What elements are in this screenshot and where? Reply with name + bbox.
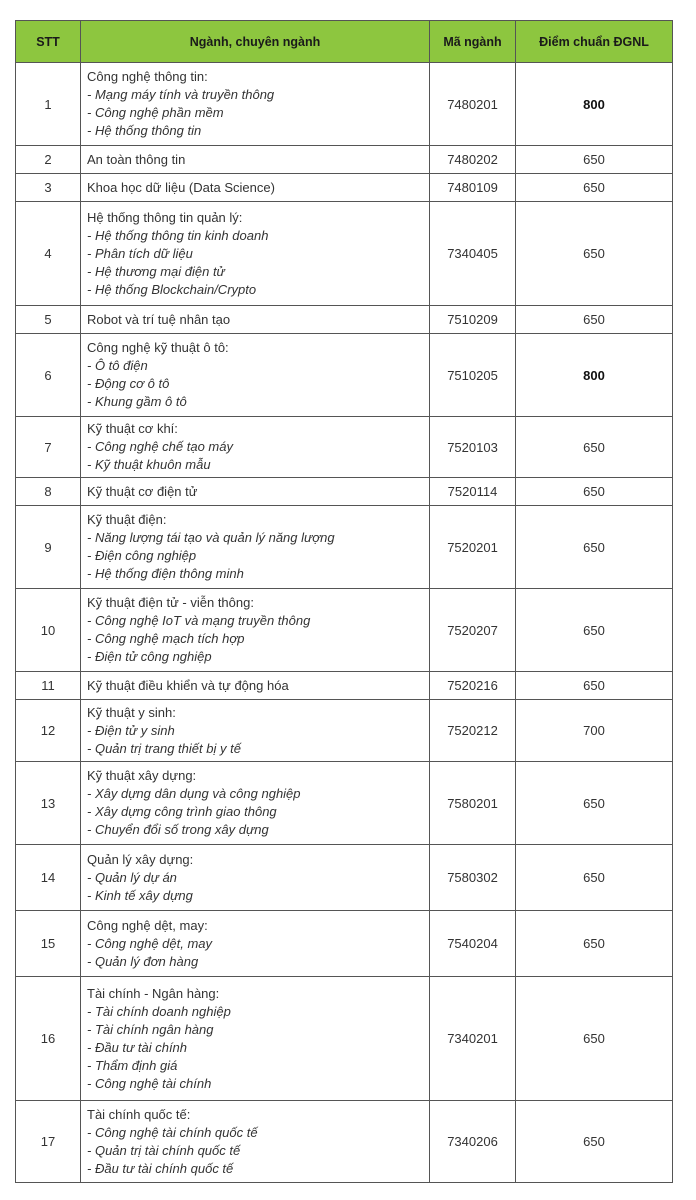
specialization-item: - Xây dựng công trình giao thông xyxy=(87,803,425,821)
cell-stt: 3 xyxy=(16,174,81,202)
specialization-item: - Công nghệ tài chính xyxy=(87,1075,425,1093)
specialization-item: - Xây dựng dân dụng và công nghiệp xyxy=(87,785,425,803)
cell-score: 650 xyxy=(516,306,673,334)
cell-score: 650 xyxy=(516,1101,673,1183)
major-title: Quản lý xây dựng: xyxy=(87,851,194,867)
specialization-item: - Công nghệ tài chính quốc tế xyxy=(87,1124,425,1142)
cell-code: 7480109 xyxy=(430,174,516,202)
cell-code: 7520201 xyxy=(430,506,516,589)
cell-stt: 1 xyxy=(16,63,81,146)
header-row xyxy=(16,21,673,63)
cell-code: 7480202 xyxy=(430,146,516,174)
cell-major xyxy=(81,1101,430,1183)
cell-major xyxy=(81,911,430,977)
specialization-item: - Công nghệ IoT và mạng truyền thông xyxy=(87,612,425,630)
cell-score: 800 xyxy=(516,63,673,146)
major-title: Công nghệ dệt, may: xyxy=(87,917,208,933)
major-title: Tài chính - Ngân hàng: xyxy=(87,985,220,1001)
cell-code: 7510205 xyxy=(430,334,516,417)
specialization-item: - Quản trị trang thiết bị y tế xyxy=(87,740,425,758)
cell-score: 650 xyxy=(516,146,673,174)
cell-major xyxy=(81,478,430,506)
major-title: Robot và trí tuệ nhân tạo xyxy=(87,311,231,327)
cell-code: 7540204 xyxy=(430,911,516,977)
specialization-item: - Chuyển đổi số trong xây dựng xyxy=(87,821,425,839)
table-row xyxy=(16,506,673,589)
specialization-item: - Hệ thống Blockchain/Crypto xyxy=(87,281,425,299)
specialization-item: - Điện công nghiệp xyxy=(87,547,425,565)
cell-stt: 17 xyxy=(16,1101,81,1183)
specialization-item: - Hệ thống thông tin xyxy=(87,122,425,140)
specialization-item: - Đầu tư tài chính xyxy=(87,1039,425,1057)
cell-stt: 11 xyxy=(16,672,81,700)
table-row xyxy=(16,146,673,174)
specialization-item: - Khung gầm ô tô xyxy=(87,393,425,411)
table-row xyxy=(16,845,673,911)
cell-score: 650 xyxy=(516,174,673,202)
header-stt: STT xyxy=(16,21,81,63)
cell-major xyxy=(81,202,430,306)
specialization-item: - Kỹ thuật khuôn mẫu xyxy=(87,456,425,474)
cell-code: 7520207 xyxy=(430,589,516,672)
specialization-list xyxy=(87,438,425,474)
admission-score-table xyxy=(15,20,673,1183)
cell-score: 650 xyxy=(516,202,673,306)
cell-major xyxy=(81,762,430,845)
specialization-item: - Tài chính ngân hàng xyxy=(87,1021,425,1039)
specialization-item: - Hệ thống điện thông minh xyxy=(87,565,425,583)
admission-score-table-container xyxy=(15,20,672,1183)
specialization-list xyxy=(87,1124,425,1178)
specialization-item: - Phân tích dữ liệu xyxy=(87,245,425,263)
cell-major xyxy=(81,589,430,672)
major-title: Hệ thống thông tin quản lý: xyxy=(87,209,243,225)
cell-major xyxy=(81,417,430,478)
specialization-item: - Hệ thương mại điện tử xyxy=(87,263,425,281)
cell-score: 650 xyxy=(516,417,673,478)
cell-major xyxy=(81,700,430,762)
major-title: Tài chính quốc tế: xyxy=(87,1106,191,1122)
cell-score: 650 xyxy=(516,762,673,845)
specialization-item: - Năng lượng tái tạo và quản lý năng lượng xyxy=(87,529,425,547)
cell-stt: 15 xyxy=(16,911,81,977)
major-title: Công nghệ kỹ thuật ô tô: xyxy=(87,340,229,355)
specialization-list xyxy=(87,357,425,411)
major-title: Công nghệ thông tin: xyxy=(87,69,208,84)
cell-stt: 5 xyxy=(16,306,81,334)
table-row xyxy=(16,589,673,672)
cell-stt: 12 xyxy=(16,700,81,762)
specialization-list xyxy=(87,722,425,758)
cell-score: 650 xyxy=(516,589,673,672)
cell-code: 7520216 xyxy=(430,672,516,700)
major-title: An toàn thông tin xyxy=(87,151,186,167)
cell-code: 7580302 xyxy=(430,845,516,911)
specialization-item: - Quản lý dự án xyxy=(87,869,425,887)
header-major: Ngành, chuyên ngành xyxy=(81,21,430,63)
cell-score: 700 xyxy=(516,700,673,762)
cell-stt: 13 xyxy=(16,762,81,845)
table-row xyxy=(16,672,673,700)
major-title: Kỹ thuật điện tử - viễn thông: xyxy=(87,595,254,610)
cell-stt: 16 xyxy=(16,977,81,1101)
table-row xyxy=(16,478,673,506)
cell-code: 7340206 xyxy=(430,1101,516,1183)
cell-score: 650 xyxy=(516,506,673,589)
cell-code: 7520212 xyxy=(430,700,516,762)
cell-code: 7340405 xyxy=(430,202,516,306)
cell-major xyxy=(81,306,430,334)
specialization-item: - Kinh tế xây dựng xyxy=(87,887,425,905)
cell-stt: 8 xyxy=(16,478,81,506)
specialization-item: - Động cơ ô tô xyxy=(87,375,425,393)
specialization-item: - Thẩm định giá xyxy=(87,1057,425,1075)
major-title: Khoa học dữ liệu (Data Science) xyxy=(87,179,275,195)
cell-score: 800 xyxy=(516,334,673,417)
table-row xyxy=(16,174,673,202)
specialization-item: - Quản trị tài chính quốc tế xyxy=(87,1142,425,1160)
specialization-item: - Ô tô điện xyxy=(87,357,425,375)
cell-score: 650 xyxy=(516,977,673,1101)
table-row xyxy=(16,700,673,762)
cell-major xyxy=(81,672,430,700)
table-body xyxy=(16,63,673,1183)
table-header xyxy=(16,21,673,63)
specialization-item: - Điện tử công nghiệp xyxy=(87,648,425,666)
cell-stt: 14 xyxy=(16,845,81,911)
table-row xyxy=(16,911,673,977)
table-row xyxy=(16,1101,673,1183)
specialization-item: - Công nghệ chế tạo máy xyxy=(87,438,425,456)
cell-major xyxy=(81,146,430,174)
cell-major xyxy=(81,174,430,202)
cell-score: 650 xyxy=(516,911,673,977)
cell-score: 650 xyxy=(516,845,673,911)
major-title: Kỹ thuật điều khiển và tự động hóa xyxy=(87,677,289,693)
cell-score: 650 xyxy=(516,672,673,700)
table-row xyxy=(16,977,673,1101)
cell-code: 7340201 xyxy=(430,977,516,1101)
table-row xyxy=(16,762,673,845)
table-row xyxy=(16,417,673,478)
cell-code: 7520103 xyxy=(430,417,516,478)
major-title: Kỹ thuật xây dựng: xyxy=(87,768,197,783)
specialization-list xyxy=(87,1003,425,1093)
specialization-list xyxy=(87,227,425,299)
table-row xyxy=(16,306,673,334)
cell-stt: 7 xyxy=(16,417,81,478)
cell-major xyxy=(81,977,430,1101)
specialization-item: - Mạng máy tính và truyền thông xyxy=(87,86,425,104)
cell-code: 7520114 xyxy=(430,478,516,506)
major-title: Kỹ thuật cơ khí: xyxy=(87,421,178,436)
specialization-list xyxy=(87,935,425,971)
cell-major xyxy=(81,63,430,146)
major-title: Kỹ thuật y sinh: xyxy=(87,704,176,720)
cell-stt: 4 xyxy=(16,202,81,306)
table-row xyxy=(16,202,673,306)
specialization-list xyxy=(87,785,425,839)
specialization-item: - Quản lý đơn hàng xyxy=(87,953,425,971)
specialization-list xyxy=(87,612,425,666)
specialization-item: - Công nghệ mạch tích hợp xyxy=(87,630,425,648)
specialization-item: - Tài chính doanh nghiệp xyxy=(87,1003,425,1021)
specialization-item: - Công nghệ dệt, may xyxy=(87,935,425,953)
major-title: Kỹ thuật cơ điện tử xyxy=(87,483,198,499)
specialization-list xyxy=(87,869,425,905)
cell-code: 7480201 xyxy=(430,63,516,146)
specialization-item: - Hệ thống thông tin kinh doanh xyxy=(87,227,425,245)
cell-stt: 9 xyxy=(16,506,81,589)
specialization-list xyxy=(87,86,425,140)
specialization-item: - Đầu tư tài chính quốc tế xyxy=(87,1160,425,1178)
major-title: Kỹ thuật điện: xyxy=(87,512,167,527)
table-row xyxy=(16,334,673,417)
specialization-item: - Công nghệ phần mềm xyxy=(87,104,425,122)
specialization-list xyxy=(87,529,425,583)
cell-major xyxy=(81,334,430,417)
cell-code: 7510209 xyxy=(430,306,516,334)
header-code: Mã ngành xyxy=(430,21,516,63)
cell-stt: 6 xyxy=(16,334,81,417)
cell-major xyxy=(81,506,430,589)
table-row xyxy=(16,63,673,146)
cell-score: 650 xyxy=(516,478,673,506)
cell-stt: 2 xyxy=(16,146,81,174)
cell-major xyxy=(81,845,430,911)
header-score: Điểm chuẩn ĐGNL xyxy=(516,21,673,63)
cell-code: 7580201 xyxy=(430,762,516,845)
cell-stt: 10 xyxy=(16,589,81,672)
specialization-item: - Điện tử y sinh xyxy=(87,722,425,740)
